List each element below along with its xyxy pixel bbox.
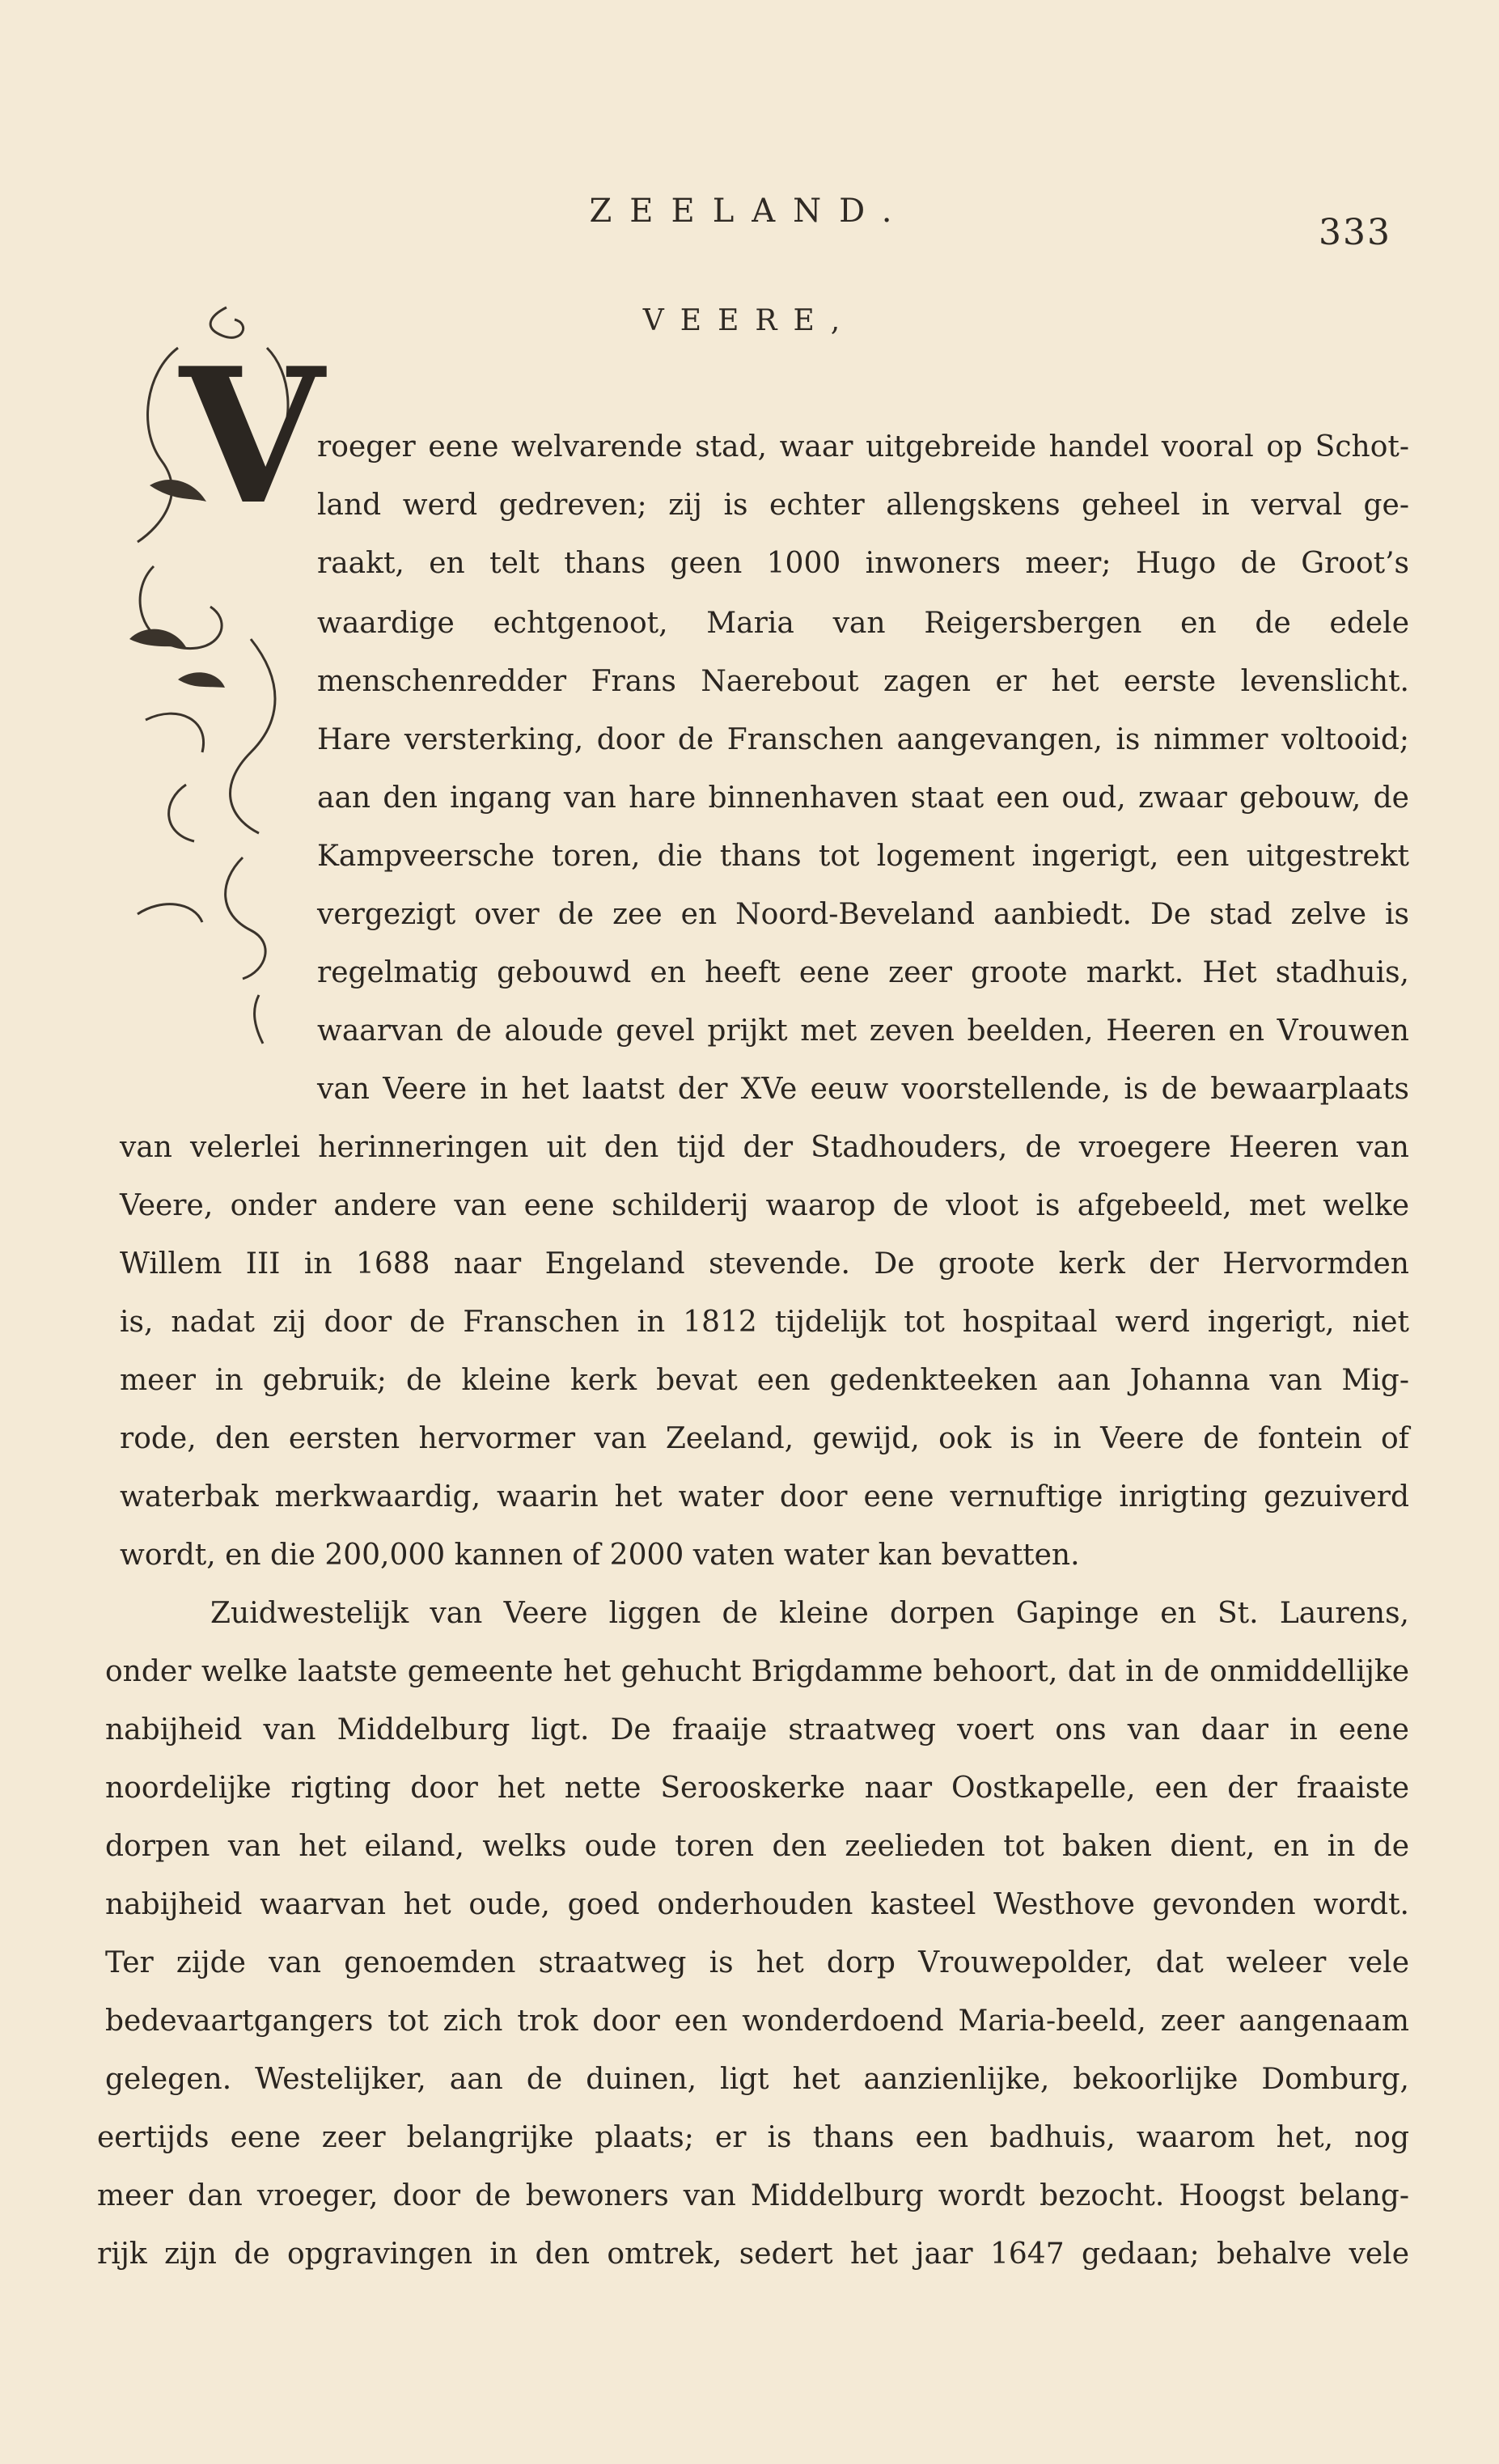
text-line: raakt, en telt thans geen 1000 inwoners meer; Hugo de Groot’s xyxy=(317,547,1409,580)
text-line: rijk zijn de opgravingen in den omtrek, sedert het jaar 1647 gedaan; behalve vele xyxy=(97,2237,1409,2271)
text-line: menschenredder Frans Naerebout zagen er het eerste levenslicht. xyxy=(317,665,1409,698)
text-line: noordelijke rigting door het nette Serooskerke naar Oostkapelle, een der fraaiste xyxy=(105,1772,1409,1805)
text-line: waterbak merkwaardig, waarin het water door eene vernuftige inrigting gezuiverd xyxy=(120,1480,1409,1514)
page-number: 333 xyxy=(1319,212,1391,253)
text-line: dorpen van het eiland, welks oude toren den zeelieden tot baken dient, en in de xyxy=(105,1830,1409,1863)
text-line: meer dan vroeger, door de bewoners van Middelburg wordt bezocht. Hoogst belang- xyxy=(97,2179,1409,2212)
text-line: aan den ingang van hare binnenhaven staat een oud, zwaar gebouw, de xyxy=(317,781,1409,815)
decorated-initial xyxy=(129,299,324,1060)
initial-letter: V xyxy=(180,328,324,546)
text-line: Ter zijde van genoemden straatweg is het dorp Vrouwepolder, dat weleer vele xyxy=(105,1946,1409,1979)
text-line: meer in gebruik; de kleine kerk bevat een gedenkteeken aan Johanna van Mig- xyxy=(120,1364,1409,1397)
text-line: Willem III in 1688 naar Engeland stevende. De groote kerk der Hervormden xyxy=(120,1247,1409,1281)
text-line: onder welke laatste gemeente het gehucht Brigdamme behoort, dat in de onmiddellijke xyxy=(105,1655,1409,1688)
text-line: waardige echtgenoot, Maria van Reigersbergen en de edele xyxy=(317,607,1409,640)
text-line: rode, den eersten hervormer van Zeeland, gewijd, ook is in Veere de fontein of xyxy=(120,1422,1409,1455)
text-line: land werd gedreven; zij is echter allengskens geheel in verval ge- xyxy=(317,489,1409,522)
text-line: is, nadat zij door de Franschen in 1812 tijdelijk tot hospitaal werd ingerigt, niet xyxy=(120,1306,1409,1339)
text-line: gelegen. Westelijker, aan de duinen, ligt het aanzienlijke, bekoorlijke Domburg, xyxy=(105,2063,1409,2096)
running-head: ZEELAND. xyxy=(589,193,910,230)
text-line: van Veere in het laatst der XVe eeuw voorstellende, is de bewaarplaats xyxy=(317,1073,1409,1106)
section-title: VEERE, xyxy=(642,304,857,337)
text-line: roeger eene welvarende stad, waar uitgebreide handel vooral op Schot- xyxy=(317,430,1409,464)
text-line: bedevaartgangers tot zich trok door een wonderdoend Maria-beeld, zeer aangenaam xyxy=(105,2005,1409,2038)
text-line: van velerlei herinneringen uit den tijd der Stadhouders, de vroegere Heeren van xyxy=(120,1131,1409,1164)
text-line: Kampveersche toren, die thans tot logement ingerigt, een uitgestrekt xyxy=(317,840,1409,873)
text-line: nabijheid waarvan het oude, goed onderhouden kasteel Westhove gevonden wordt. xyxy=(105,1888,1409,1921)
text-line: Hare versterking, door de Franschen aangevangen, is nimmer voltooid; xyxy=(317,723,1409,756)
text-line: nabijheid van Middelburg ligt. De fraaije straatweg voert ons van daar in eene xyxy=(105,1713,1409,1746)
text-line: wordt, en die 200,000 kannen of 2000 vaten water kan bevatten. xyxy=(120,1539,1080,1572)
text-line: regelmatig gebouwd en heeft eene zeer groote markt. Het stadhuis, xyxy=(317,956,1409,989)
text-line: vergezigt over de zee en Noord-Beveland aanbiedt. De stad zelve is xyxy=(317,898,1409,931)
text-line: waarvan de aloude gevel prijkt met zeven beelden, Heeren en Vrouwen xyxy=(317,1014,1409,1048)
text-line: Veere, onder andere van eene schilderij waarop de vloot is afgebeeld, met welke xyxy=(120,1189,1409,1222)
text-line: eertijds eene zeer belangrijke plaats; er is thans een badhuis, waarom het, nog xyxy=(97,2121,1409,2154)
text-line: Zuidwestelijk van Veere liggen de kleine dorpen Gapinge en St. Laurens, xyxy=(210,1597,1409,1630)
